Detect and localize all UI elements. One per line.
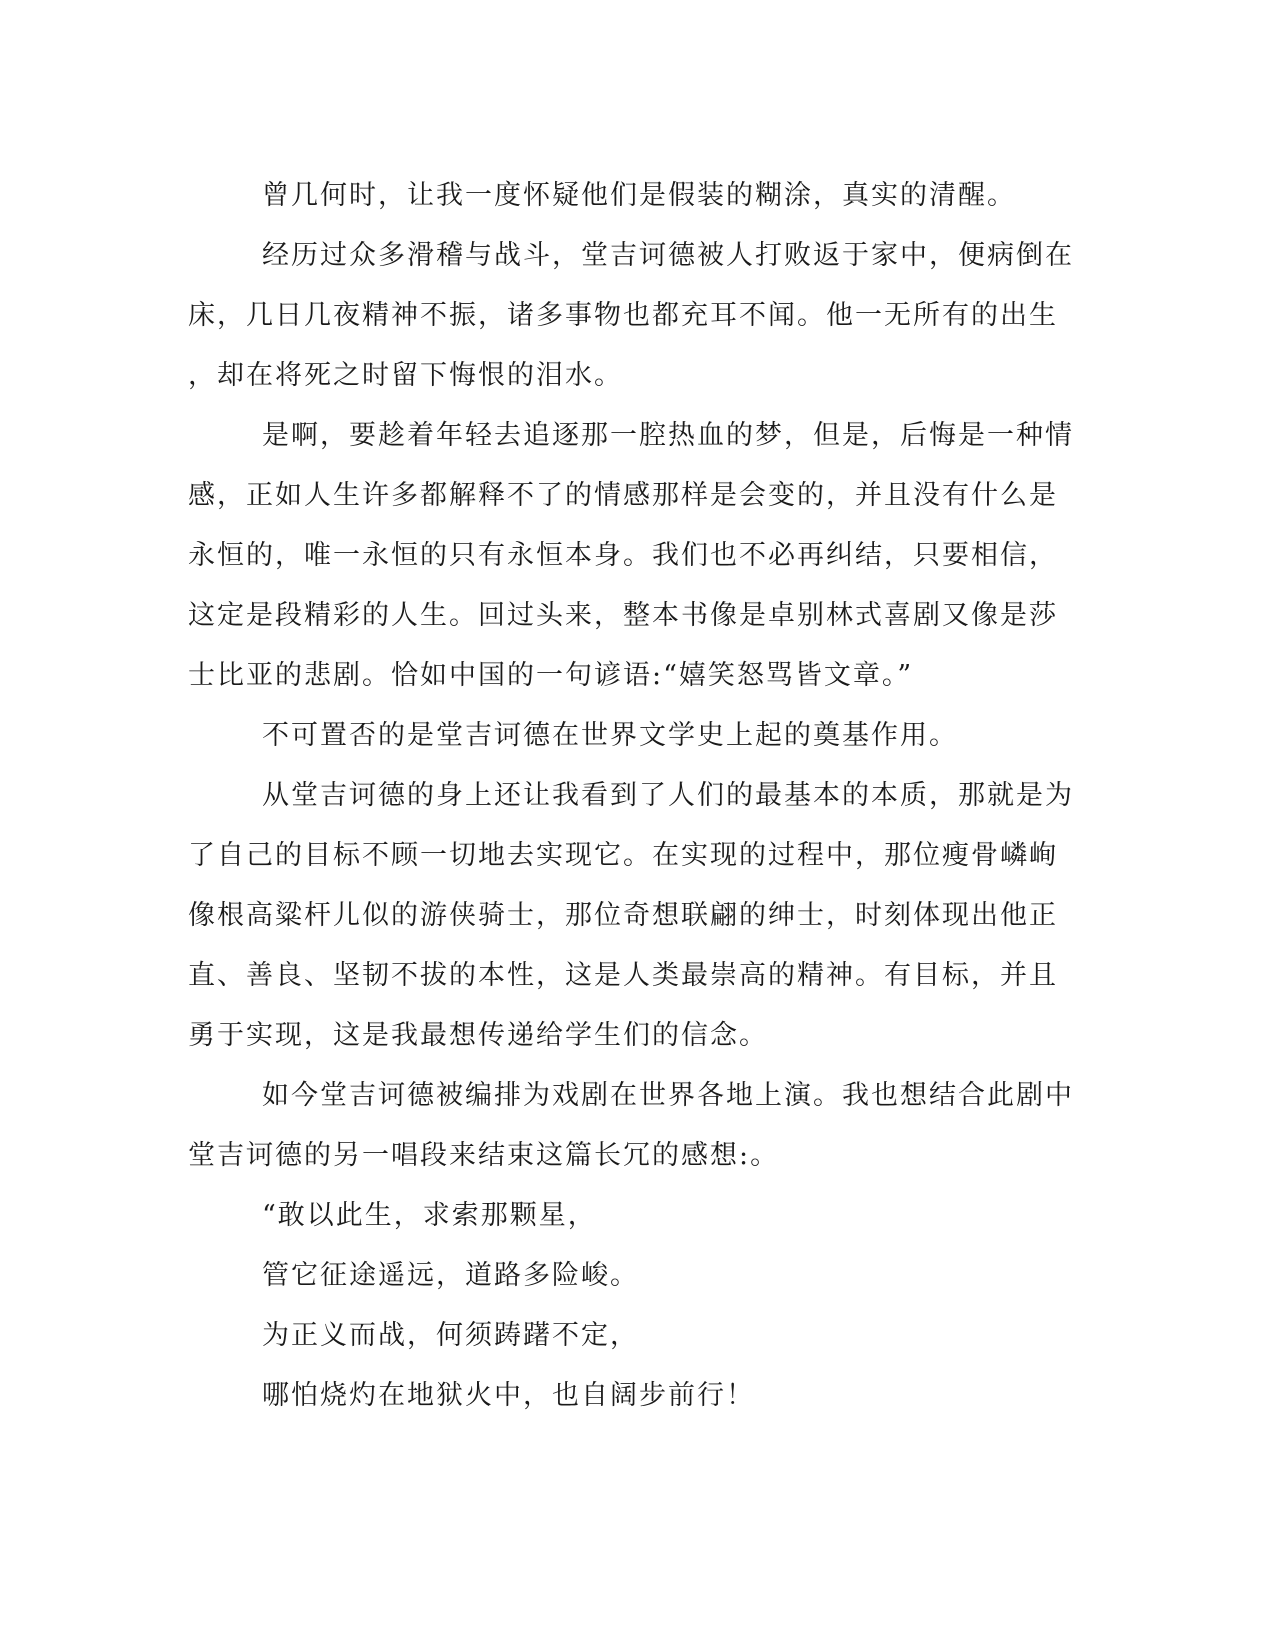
paragraph-line: 堂吉诃德的另一唱段来结束这篇长冗的感想:。: [188, 1140, 780, 1171]
paragraph-line: 士比亚的悲剧。恰如中国的一句谚语:“嬉笑怒骂皆文章。”: [188, 660, 914, 691]
verse-line: 哪怕烧灼在地狱火中，也自阔步前行！: [262, 1380, 755, 1411]
paragraph-line: 了自己的目标不顾一切地去实现它。在实现的过程中，那位瘦骨嶙峋: [188, 840, 1058, 871]
paragraph-line: 经历过众多滑稽与战斗，堂吉诃德被人打败返于家中，便病倒在: [262, 240, 1074, 271]
paragraph-line: 不可置否的是堂吉诃德在世界文学史上起的奠基作用。: [262, 720, 958, 751]
paragraph-line: 感，正如人生许多都解释不了的情感那样是会变的，并且没有什么是: [188, 480, 1058, 511]
verse-line: “敢以此生，求索那颗星，: [262, 1200, 597, 1231]
paragraph-line: 勇于实现，这是我最想传递给学生们的信念。: [188, 1020, 768, 1051]
paragraph-line: 是啊，要趁着年轻去追逐那一腔热血的梦，但是，后悔是一种情: [262, 420, 1074, 451]
paragraph-line: 床，几日几夜精神不振，诸多事物也都充耳不闻。他一无所有的出生: [188, 300, 1058, 331]
paragraph-line: ，却在将死之时留下悔恨的泪水。: [188, 360, 623, 391]
paragraph-line: 直、善良、坚韧不拔的本性，这是人类最崇高的精神。有目标，并且: [188, 960, 1058, 991]
verse-line: 管它征途遥远，道路多险峻。: [262, 1260, 639, 1291]
paragraph-line: 这定是段精彩的人生。回过头来，整本书像是卓别林式喜剧又像是莎: [188, 600, 1058, 631]
essay-body: [188, 166, 1088, 1426]
paragraph-line: 如今堂吉诃德被编排为戏剧在世界各地上演。我也想结合此剧中: [262, 1080, 1074, 1111]
verse-line: 为正义而战，何须踌躇不定，: [262, 1320, 639, 1351]
paragraph-line: 像根高粱杆儿似的游侠骑士，那位奇想联翩的绅士，时刻体现出他正: [188, 900, 1058, 931]
paragraph-line: 曾几何时，让我一度怀疑他们是假装的糊涂，真实的清醒。: [262, 180, 1016, 211]
paragraph-line: 从堂吉诃德的身上还让我看到了人们的最基本的本质，那就是为: [262, 780, 1074, 811]
paragraph-line: 永恒的，唯一永恒的只有永恒本身。我们也不必再纠结，只要相信，: [188, 540, 1058, 571]
